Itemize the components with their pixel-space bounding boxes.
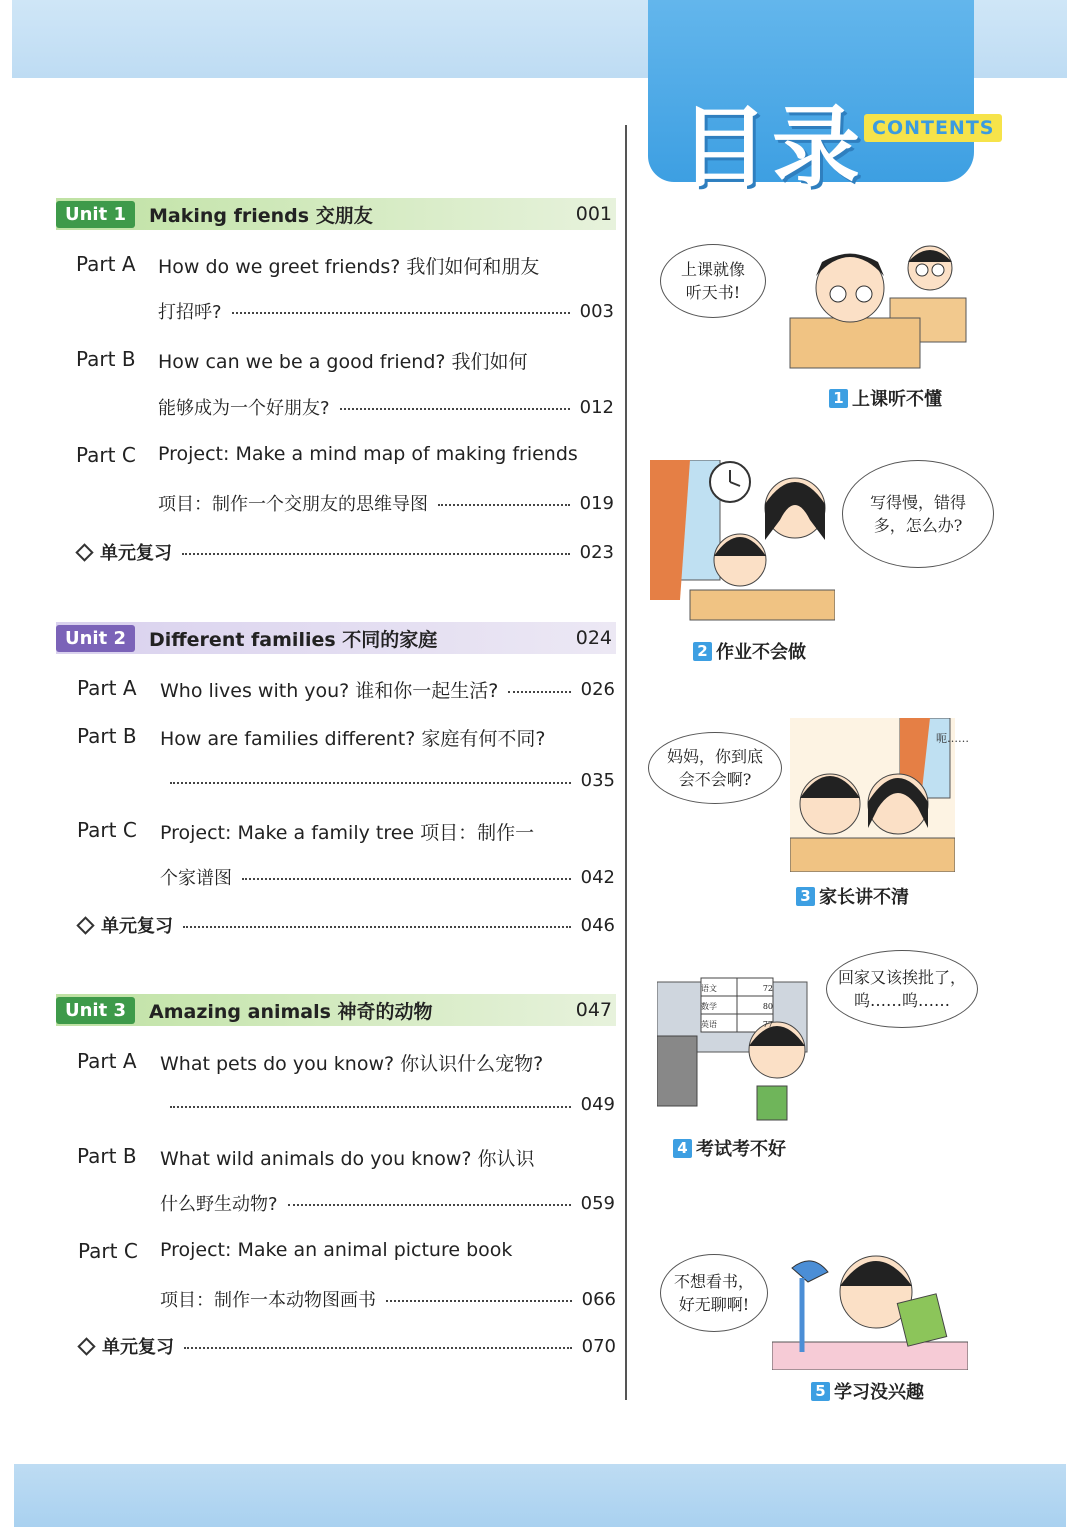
unit-tag: Unit 2 [56, 625, 135, 652]
page-number: 046 [580, 914, 615, 936]
column-divider [625, 125, 627, 1400]
score-sheet: 语文 72 数学 80 英语 77 [701, 984, 773, 1029]
toc-entry[interactable] [160, 770, 615, 791]
toc-entry[interactable] [160, 1286, 616, 1312]
leader-dots [386, 1300, 572, 1302]
part-title-cont: 什么野生动物? [160, 1194, 278, 1215]
page-number: 001 [575, 203, 612, 225]
speech-bubble: 上课就像 听天书! [660, 244, 766, 318]
part-title[interactable]: Project: Make an animal picture book [160, 1239, 513, 1261]
cartoon-reading-illustration [772, 1222, 968, 1370]
cartoon-homework-illustration [650, 460, 835, 622]
leader-dots [242, 878, 571, 880]
leader-dots [232, 312, 570, 314]
toc-entry[interactable] [158, 490, 614, 516]
page-number: 019 [579, 492, 614, 514]
diamond-icon [76, 916, 94, 934]
caption-text: 考试考不好 [696, 1139, 786, 1160]
leader-dots [508, 691, 570, 693]
caption-text: 作业不会做 [716, 642, 806, 663]
leader-dots [438, 504, 570, 506]
part-title[interactable]: How are families different? 家庭有何不同? [160, 728, 546, 750]
page-number: 049 [580, 1094, 615, 1115]
unit-title: Making friends 交朋友 [149, 204, 373, 227]
caption [673, 1135, 786, 1161]
part-label: Part B [76, 347, 136, 371]
caption [693, 638, 806, 664]
caption-text: 学习没兴趣 [834, 1382, 924, 1403]
part-label: Part A [77, 676, 137, 700]
page-number: 070 [581, 1335, 616, 1357]
toc-entry[interactable] [160, 864, 615, 890]
part-label: Part A [76, 252, 136, 276]
page-number: 026 [580, 679, 615, 700]
page-title: 目录 [680, 96, 865, 199]
part-title[interactable]: Project: Make a family tree 项目：制作一 [160, 822, 535, 844]
review-label: 单元复习 [102, 1337, 174, 1358]
speech-bubble: 不想看书， 好无聊啊! [660, 1254, 768, 1332]
number-badge: 3 [796, 887, 815, 906]
part-title: Who lives with you? 谁和你一起生活? [160, 680, 499, 702]
unit-review-entry[interactable] [79, 912, 615, 938]
toc-entry[interactable] [160, 1094, 615, 1115]
caption [829, 385, 942, 411]
page-number: 047 [575, 999, 612, 1021]
review-label: 单元复习 [100, 543, 172, 564]
toc-entry[interactable] [160, 676, 615, 703]
bottom-band [14, 1464, 1066, 1527]
caption-text: 上课听不懂 [852, 389, 942, 410]
speech-bubble: 回家又该挨批了， 呜……呜…… [826, 950, 978, 1028]
part-title[interactable]: How can we be a good friend? 我们如何 [158, 351, 528, 373]
leader-dots [288, 1204, 571, 1206]
number-badge: 2 [693, 642, 712, 661]
cartoon-classroom-illustration [770, 232, 970, 376]
diamond-icon [75, 543, 93, 561]
leader-dots [170, 782, 571, 784]
page-number: 035 [580, 770, 615, 791]
page-number: 024 [575, 627, 612, 649]
number-badge: 4 [673, 1139, 692, 1158]
part-label: Part A [77, 1049, 137, 1073]
toc-entry[interactable] [160, 1190, 615, 1216]
diamond-icon [77, 1337, 95, 1355]
page-number: 012 [579, 396, 614, 418]
caption-text: 家长讲不清 [819, 887, 909, 908]
number-badge: 1 [829, 389, 848, 408]
unit-tag: Unit 1 [56, 201, 135, 228]
part-title[interactable]: How do we greet friends? 我们如何和朋友 [158, 256, 540, 278]
unit-tag: Unit 3 [56, 997, 135, 1024]
unit-header[interactable] [56, 198, 616, 230]
part-label: Part C [78, 1239, 138, 1263]
unit-review-entry[interactable] [78, 539, 614, 565]
page-number: 003 [579, 300, 614, 322]
leader-dots [182, 553, 570, 555]
part-title-cont: 个家谱图 [160, 868, 232, 889]
review-label: 单元复习 [101, 916, 173, 937]
part-label: Part B [77, 1144, 137, 1168]
part-title-cont: 打招呼? [158, 302, 222, 323]
part-label: Part C [76, 443, 136, 467]
toc-entry[interactable] [158, 298, 614, 324]
page-number: 042 [580, 866, 615, 888]
number-badge: 5 [811, 1382, 830, 1401]
caption [796, 883, 909, 909]
leader-dots [170, 1106, 571, 1108]
part-label: Part B [77, 724, 137, 748]
part-title[interactable]: What wild animals do you know? 你认识 [160, 1148, 535, 1170]
part-title[interactable]: What pets do you know? 你认识什么宠物? [160, 1053, 544, 1075]
part-title-cont: 能够成为一个好朋友? [158, 398, 330, 419]
part-label: Part C [77, 818, 137, 842]
leader-dots [184, 1347, 572, 1349]
exclaim-text: 呃…… [936, 732, 969, 745]
part-title-cont: 项目：制作一个交朋友的思维导图 [158, 494, 428, 515]
unit-header[interactable] [56, 994, 616, 1026]
unit-review-entry[interactable] [80, 1333, 616, 1359]
cartoon-parent-illustration [790, 718, 955, 872]
page-number: 023 [579, 541, 614, 563]
contents-tag: CONTENTS [864, 114, 1002, 142]
leader-dots [340, 408, 570, 410]
caption [811, 1378, 924, 1404]
part-title-cont: 项目：制作一本动物图画书 [160, 1290, 376, 1311]
page-number: 059 [580, 1192, 615, 1214]
toc-entry[interactable] [158, 394, 614, 420]
unit-title: Amazing animals 神奇的动物 [149, 1000, 433, 1023]
part-title[interactable]: Project: Make a mind map of making friends [158, 443, 578, 465]
unit-header[interactable] [56, 622, 616, 654]
page-number: 066 [581, 1288, 616, 1310]
unit-title: Different families 不同的家庭 [149, 628, 438, 651]
speech-bubble: 妈妈，你到底 会不会啊? [648, 732, 782, 804]
speech-bubble: 写得慢，错得 多，怎么办? [842, 460, 994, 568]
leader-dots [183, 926, 571, 928]
